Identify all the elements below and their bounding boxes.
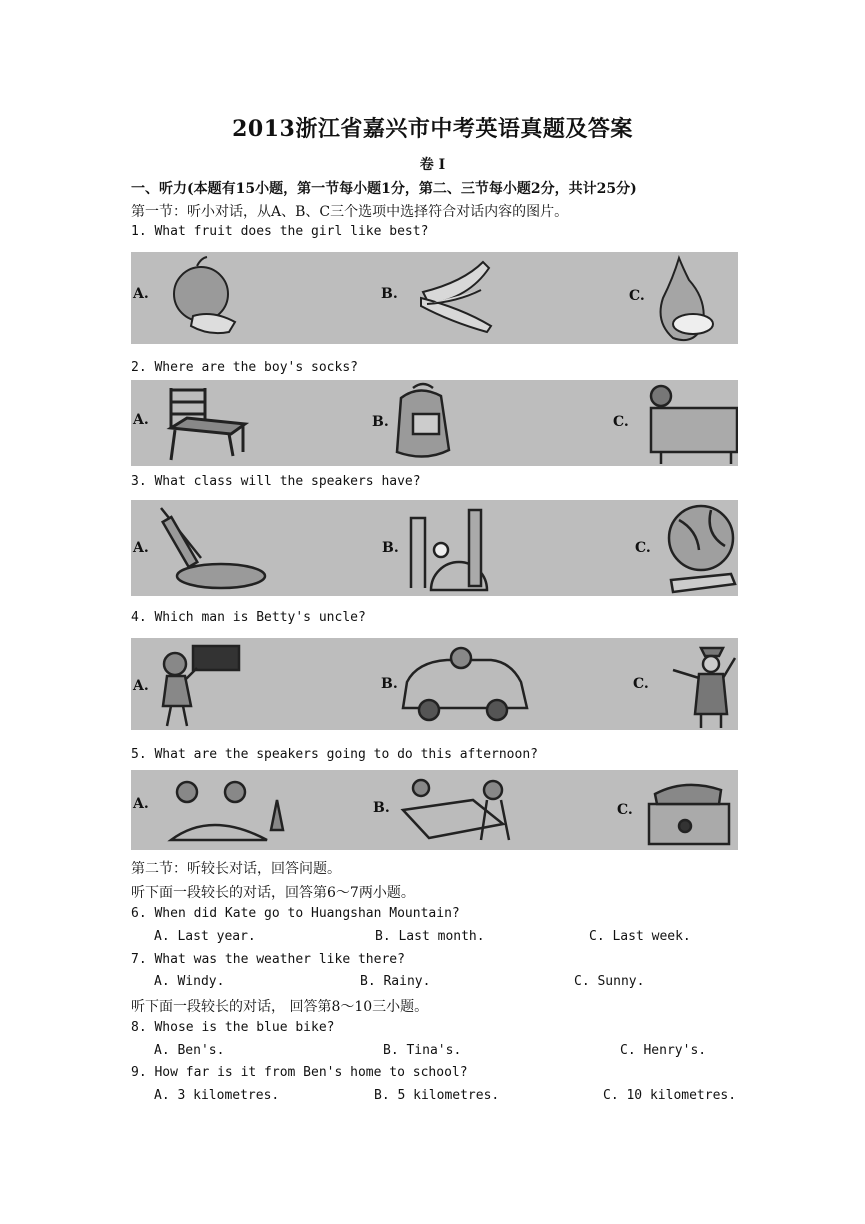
part1-instruction: 第一节：听小对话，从A、B、C三个选项中选择符合对话内容的图片。 [131,204,569,220]
banana-icon [421,262,491,332]
volume-label: 卷 I [419,157,446,173]
question-3-picture-panel [131,500,738,596]
option-c-label: C. [629,288,645,304]
question-5-picture-panel [131,770,738,850]
chair-icon [171,388,245,460]
lab-equipment-icon [161,508,265,588]
question-7-option-b: B. Rainy. [360,974,431,989]
physics-apparatus-icon [411,510,487,590]
question-4: 4. Which man is Betty's uncle? [131,610,366,625]
teacher-icon [163,646,239,726]
page-title: 2013浙江省嘉兴市中考英语真题及答案 [232,116,633,142]
option-a-label: A. [133,540,149,556]
question-1-picture-panel [131,252,738,344]
option-c-label: C. [613,414,629,430]
question-9-option-b: B. 5 kilometres. [374,1088,500,1103]
question-8: 8. Whose is the blue bike? [131,1020,335,1035]
part2-heading: 第二节：听较长对话，回答问题。 [131,861,341,877]
question-2-picture-panel [131,380,738,466]
question-7-option-c: C. Sunny. [574,974,645,989]
option-a-label: A. [133,412,149,428]
pear-icon [661,258,713,340]
question-3: 3. What class will the speakers have? [131,474,421,489]
bed-icon [651,386,737,464]
question-6-option-c: C. Last week. [589,929,691,944]
question-9-option-c: C. 10 kilometres. [603,1088,737,1103]
apple-icon [174,257,235,333]
question-9: 9. How far is it from Ben's home to school? [131,1065,468,1080]
question-8-option-a: A. Ben's. [154,1043,225,1058]
dialog2-instruction: 听下面一段较长的对话， 回答第8～10三小题。 [131,999,429,1015]
option-b-label: B. [381,676,398,692]
option-a-label: A. [133,796,149,812]
picnic-icon [171,782,283,840]
question-5: 5. What are the speakers going to do this afternoon? [131,747,538,762]
question-4-picture-panel [131,638,738,730]
option-c-label: C. [617,802,633,818]
question-2: 2. Where are the boy's socks? [131,360,358,375]
option-b-label: B. [373,800,390,816]
globe-icon [669,506,735,592]
option-c-label: C. [635,540,651,556]
question-6: 6. When did Kate go to Huangshan Mountain? [131,906,460,921]
sleeping-icon [649,785,729,844]
table-tennis-icon [403,780,509,840]
question-9-option-a: A. 3 kilometres. [154,1088,280,1103]
question-8-option-b: B. Tina's. [383,1043,462,1058]
option-a-label: A. [133,286,149,302]
question-6-option-a: A. Last year. [154,929,256,944]
question-7-option-a: A. Windy. [154,974,225,989]
question-1: 1. What fruit does the girl like best? [131,224,429,239]
taxi-driver-icon [403,648,527,720]
option-b-label: B. [372,414,389,430]
question-8-option-c: C. Henry's. [620,1043,707,1058]
policeman-icon [673,648,735,728]
option-a-label: A. [133,678,149,694]
section-heading-listening: 一、听力(本题有15小题，第一节每小题1分，第二、三节每小题2分，共计25分) [131,181,637,197]
schoolbag-icon [397,384,449,457]
option-b-label: B. [381,286,398,302]
question-6-option-b: B. Last month. [375,929,485,944]
question-7: 7. What was the weather like there? [131,952,405,967]
option-c-label: C. [633,676,649,692]
option-b-label: B. [382,540,399,556]
dialog1-instruction: 听下面一段较长的对话，回答第6～7两小题。 [131,885,415,901]
